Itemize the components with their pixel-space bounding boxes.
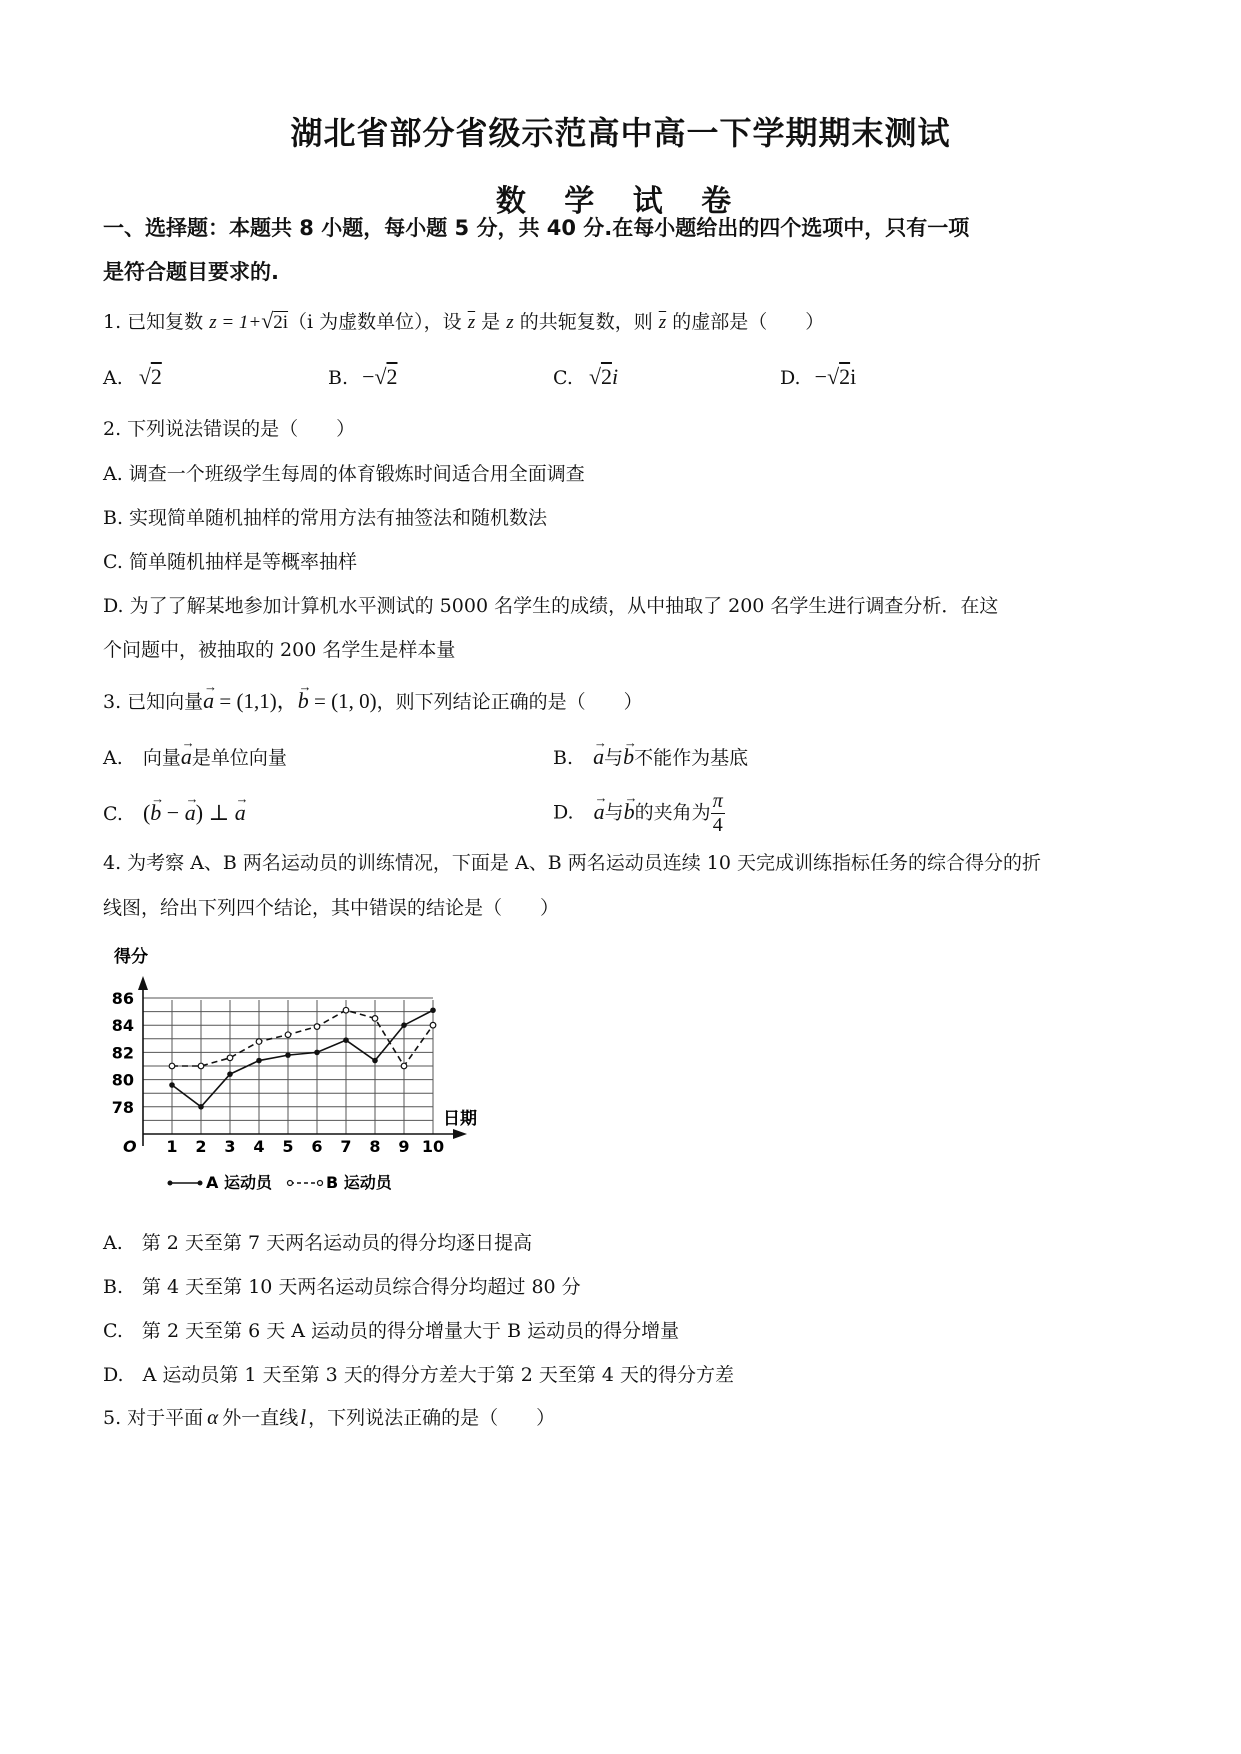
q3-opt-d-fraction <box>711 790 725 837</box>
data-point-b <box>198 1063 204 1069</box>
q4-option-a[interactable]: A. 第 2 天至第 7 天两名运动员的得分均逐日提高 <box>103 1232 533 1254</box>
option-label: A. <box>103 747 123 769</box>
y-tick-label: 86 <box>111 989 134 1008</box>
q3-number: 3. 已知向量 <box>103 691 204 713</box>
q3-option-c[interactable] <box>103 800 246 826</box>
q5-post: ，下列说法正确的是（ ） <box>308 1407 556 1429</box>
x-tick-label: 1 <box>166 1137 178 1156</box>
data-point-b <box>227 1055 233 1061</box>
option-label: A. <box>103 367 123 389</box>
q1-option-c[interactable] <box>553 364 618 390</box>
q3-vec-b: → b <box>298 688 309 714</box>
q4-option-c[interactable]: C. 第 2 天至第 6 天 A 运动员的得分增量大于 B 运动员的得分增量 <box>103 1320 680 1342</box>
question-2-stem: 2. 下列说法错误的是（ ） <box>103 418 356 440</box>
y-tick-label: 78 <box>111 1097 134 1117</box>
q5-alpha: α <box>207 1405 219 1429</box>
q1-text-d: 的虚部是（ ） <box>672 311 825 333</box>
question-3-stem <box>103 685 643 715</box>
legend-label-a: A 运动员 <box>206 1173 272 1192</box>
option-label: C. <box>553 367 573 389</box>
data-point-a <box>401 1022 407 1028</box>
q3-opt-c-vec-a2: → a <box>235 800 246 826</box>
q3-opt-b-vec-b: → b <box>623 744 634 770</box>
option-label: D. <box>780 367 801 389</box>
q2-option-b[interactable]: B. 实现简单随机抽样的常用方法有抽签法和随机数法 <box>103 507 548 529</box>
frac-num: π <box>712 790 723 812</box>
y-axis-label: 得分 <box>114 947 148 967</box>
x-tick-label: 10 <box>421 1137 445 1156</box>
q1-option-a[interactable] <box>103 364 162 390</box>
data-point-b <box>285 1032 291 1038</box>
y-axis-arrow <box>138 976 148 990</box>
q3-opt-c-vec-b: → b <box>150 800 161 826</box>
x-tick-label: 5 <box>282 1137 294 1156</box>
data-point-a <box>227 1071 233 1077</box>
q3-opt-d-vec-b: → b <box>624 799 635 825</box>
q3-opt-c-vec-a: → a <box>185 800 196 826</box>
q2-option-d-line2: 个问题中，被抽取的 200 名学生是样本量 <box>103 639 456 661</box>
q3-opt-d-post: 的夹角为 <box>634 801 711 824</box>
q1-zbar-2: $\overline{z}$ <box>658 312 667 333</box>
data-point-a <box>343 1037 349 1043</box>
q3-a-val: = (1,1)， <box>214 689 298 713</box>
y-tick-label: 80 <box>111 1070 134 1090</box>
q3-option-b[interactable] <box>553 743 748 770</box>
q2-option-c[interactable]: C. 简单随机抽样是等概率抽样 <box>103 551 357 573</box>
q3-opt-a-pre: 向量 <box>142 747 181 769</box>
legend-point-a <box>198 1181 203 1186</box>
data-point-b <box>314 1024 320 1030</box>
q3-option-a[interactable] <box>103 743 287 770</box>
x-tick-label: 3 <box>224 1137 236 1156</box>
data-point-a <box>314 1050 320 1056</box>
x-axis-label: 日期 <box>443 1109 477 1129</box>
q4-option-b[interactable]: B. 第 4 天至第 10 天两名运动员综合得分均超过 80 分 <box>103 1276 581 1298</box>
legend-point-a <box>168 1181 173 1186</box>
q5-l: l <box>300 1405 307 1429</box>
q3-opt-b-post: 不能作为基底 <box>634 747 749 769</box>
q3-opt-d-vec-a: → a <box>594 799 605 825</box>
q1-opt-c-rad: 2 <box>600 364 612 389</box>
data-point-a <box>285 1052 291 1058</box>
data-point-a <box>372 1058 378 1064</box>
x-tick-label: 8 <box>369 1137 381 1156</box>
q1-opt-d-post: i <box>850 364 857 389</box>
section-heading-line2: 是符合题目要求的. <box>103 260 279 284</box>
question-4-stem-line1: 4. 为考察 A、B 两名运动员的训练情况，下面是 A、B 两名运动员连续 10 天完成训练指标任务的综合得分的折 <box>103 852 1041 874</box>
q1-text-a: （i 为虚数单位），设 <box>288 311 462 333</box>
x-tick-label: 7 <box>340 1137 352 1156</box>
data-point-b <box>401 1063 407 1069</box>
legend-point-b <box>318 1181 323 1186</box>
sqrt-icon: √ <box>827 365 840 389</box>
q1-opt-d-rad: 2 <box>839 364 851 389</box>
q3-opt-a-post: 是单位向量 <box>191 747 287 769</box>
page-title: 湖北省部分省级示范高中高一下学期期末测试 <box>290 114 951 152</box>
data-point-a <box>169 1082 175 1088</box>
y-tick-label: 84 <box>111 1016 134 1036</box>
data-point-a <box>198 1104 204 1110</box>
q3-opt-c-l: ( <box>142 800 151 825</box>
q1-opt-b-pre: − <box>362 364 375 389</box>
x-tick-label: 6 <box>311 1137 323 1156</box>
data-point-b <box>256 1039 262 1045</box>
y-tick-label: 82 <box>111 1043 134 1063</box>
option-label: B. <box>328 367 349 389</box>
legend-point-b <box>288 1181 293 1186</box>
q3-opt-b-vec-a: → a <box>593 744 604 770</box>
sqrt-icon: √ <box>261 309 274 333</box>
sqrt-icon: √ <box>138 365 151 389</box>
q3-opt-b-mid: 与 <box>604 747 624 769</box>
sqrt-icon: √ <box>374 365 387 389</box>
data-point-b <box>372 1016 378 1022</box>
q2-option-d-line1[interactable]: D. 为了了解某地参加计算机水平测试的 5000 名学生的成绩，从中抽取了 200 名学生进行调查分析．在这 <box>103 595 999 617</box>
q4-option-d[interactable]: D. A 运动员第 1 天至第 3 天的得分方差大于第 2 天至第 4 天的得分方差 <box>103 1364 735 1386</box>
origin-label: O <box>123 1137 137 1156</box>
q1-zbar: $\overline{z}$ <box>467 312 476 333</box>
q1-opt-b-rad: 2 <box>386 364 398 389</box>
question-4-stem-line2: 线图，给出下列四个结论，其中错误的结论是（ ） <box>103 897 560 919</box>
q5-mid: 外一直线 <box>222 1407 299 1429</box>
x-tick-label: 4 <box>253 1137 265 1156</box>
q1-text-b: 是 <box>481 311 501 333</box>
x-tick-label: 9 <box>398 1137 410 1156</box>
q5-pre: 5. 对于平面 <box>103 1407 204 1429</box>
q1-opt-c-post: i <box>611 364 619 389</box>
q3-opt-d-mid: 与 <box>604 801 624 824</box>
data-point-a <box>256 1058 262 1064</box>
section-heading-line1: 一、选择题：本题共 8 小题，每小题 5 分，共 40 分.在每小题给出的四个选项中，只有一项 <box>103 216 970 240</box>
q3-tail: ，则下列结论正确的是（ ） <box>376 691 643 713</box>
option-label: C. <box>103 803 123 825</box>
page-subtitle: 数 学 试 卷 <box>495 184 746 219</box>
q1-opt-a-rad: 2 <box>150 364 162 389</box>
score-line-chart <box>100 935 540 1205</box>
q3-opt-c-minus: − <box>161 800 185 825</box>
data-point-a <box>430 1007 436 1013</box>
data-point-b <box>343 1007 349 1013</box>
q1-number: 1. 已知复数 <box>103 311 204 333</box>
q1-rad: 2i <box>273 312 289 333</box>
question-1-stem <box>103 307 824 334</box>
q1-option-d[interactable] <box>780 364 856 390</box>
q3-opt-a-vec: → a <box>181 744 192 770</box>
q1-z-eq: z = 1+ <box>209 312 262 333</box>
q1-option-b[interactable] <box>328 364 397 390</box>
data-point-b <box>169 1063 175 1069</box>
q1-opt-d-pre: − <box>814 364 828 389</box>
data-point-b <box>430 1022 436 1028</box>
q3-opt-c-r: ) ⊥ <box>195 800 235 825</box>
q2-option-a[interactable]: A. 调查一个班级学生每周的体育锻炼时间适合用全面调查 <box>103 463 585 485</box>
q1-z: z <box>506 312 514 333</box>
sqrt-icon: √ <box>588 365 601 389</box>
q1-text-c: 的共轭复数，则 <box>519 311 653 333</box>
x-tick-label: 2 <box>195 1137 207 1156</box>
x-axis-arrow <box>453 1129 467 1139</box>
q3-vec-a: → a <box>203 688 214 714</box>
q3-option-d[interactable] <box>553 790 725 837</box>
option-label: D. <box>553 801 574 824</box>
legend-label-b: B 运动员 <box>326 1173 392 1192</box>
frac-den: 4 <box>712 814 723 836</box>
option-label: B. <box>553 747 574 769</box>
q3-b-val: = (1, 0) <box>308 689 377 713</box>
question-5-stem <box>103 1403 555 1430</box>
